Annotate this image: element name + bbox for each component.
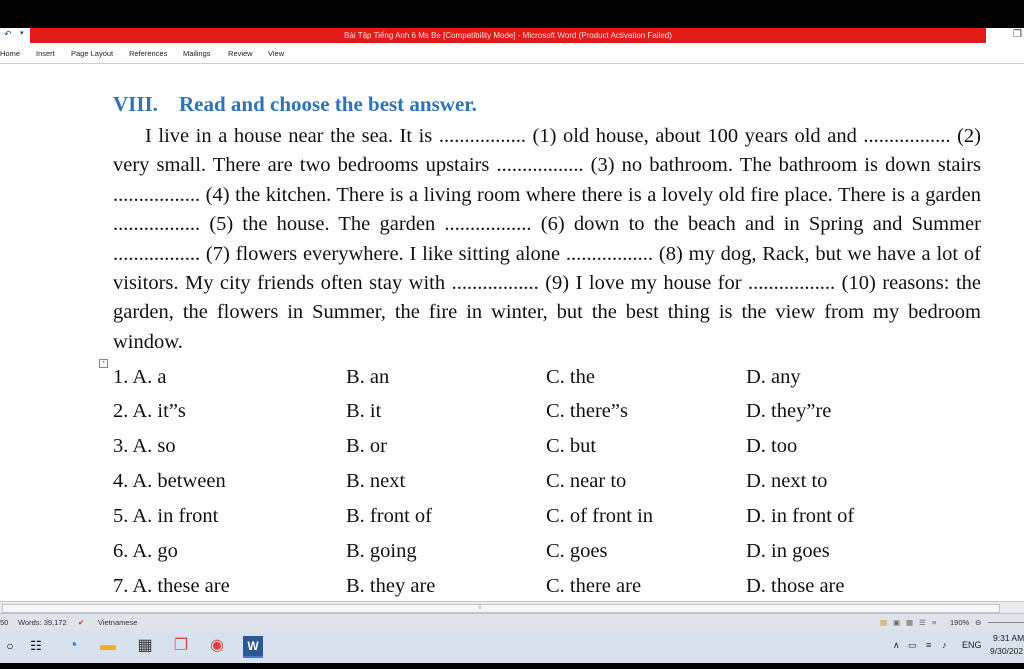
zoom-level[interactable]: 190% bbox=[950, 618, 970, 627]
option-d: D. any bbox=[746, 366, 801, 388]
zoom-out-icon[interactable]: ⊖ bbox=[975, 618, 982, 627]
option-c: C. of front in bbox=[546, 505, 654, 527]
window-title: Bài Tập Tiếng Anh 6 Ms Be [Compatibility Mode] - Microsoft Word (Product Activation Failed) bbox=[30, 28, 986, 43]
search-icon[interactable]: ○ bbox=[6, 639, 14, 653]
question-row bbox=[113, 366, 981, 396]
heading-text: Read and choose the best answer. bbox=[179, 92, 477, 116]
tab-home[interactable]: Home bbox=[0, 49, 21, 58]
word-count[interactable]: Words: 39,172 bbox=[18, 618, 67, 627]
option-d: D. they”re bbox=[746, 400, 832, 422]
option-b: B. they are bbox=[346, 575, 436, 597]
tab-review[interactable]: Review bbox=[228, 49, 253, 58]
option-c: C. there are bbox=[546, 575, 642, 597]
question-row bbox=[113, 575, 981, 602]
scrollbar-thumb[interactable] bbox=[2, 604, 1000, 613]
option-a: 4. A. between bbox=[113, 470, 226, 492]
edge-icon[interactable]: ◔ bbox=[68, 637, 78, 654]
restore-icon[interactable]: ❐ bbox=[1013, 29, 1022, 40]
language-indicator[interactable]: Vietnamese bbox=[98, 618, 138, 627]
table-move-handle-icon[interactable]: + bbox=[99, 359, 108, 368]
option-b: B. it bbox=[346, 400, 382, 422]
option-d: D. next to bbox=[746, 470, 828, 492]
web-layout-icon[interactable]: ▦ bbox=[906, 618, 914, 627]
option-c: C. but bbox=[546, 435, 597, 457]
heading-number: VIII. bbox=[113, 92, 158, 116]
reading-passage bbox=[113, 122, 981, 357]
option-b: B. an bbox=[346, 366, 390, 388]
status-bar bbox=[0, 613, 1024, 631]
chrome-icon[interactable]: ◉ bbox=[210, 637, 224, 654]
file-explorer-icon[interactable]: ▬ bbox=[100, 637, 116, 654]
store-icon[interactable]: ▦ bbox=[137, 637, 153, 654]
option-c: C. near to bbox=[546, 470, 627, 492]
option-d: D. in goes bbox=[746, 540, 830, 562]
draft-icon[interactable]: ≡ bbox=[932, 618, 937, 627]
proofing-icon[interactable]: ✔ bbox=[78, 618, 85, 627]
option-a: 7. A. these are bbox=[113, 575, 230, 597]
document-page[interactable] bbox=[0, 64, 1024, 602]
question-row bbox=[113, 435, 981, 465]
option-b: B. next bbox=[346, 470, 406, 492]
option-b: B. front of bbox=[346, 505, 432, 527]
question-row bbox=[113, 470, 981, 500]
volume-icon[interactable]: ♪ bbox=[942, 640, 947, 650]
passage-text: I live in a house near the sea. It is ................. (1) old house, about 100 years old and ................. (2) very small. There are two bedrooms upstairs ................. (3) no bathroom. The bathroom is down stairs ................. (4) the kitchen. There is a living room where there is a lovely old fire place. There is a garden ................. (5) the house. The garden ................. (6) down to the beach and in Spring and Summer ................. (7) flowers everywhere. I like sitting alone ................. (8) my dog, Rack, but we have a lot of visitors. My city friends often stay with ................. (9) I love my house for ................. (10) reasons: the garden, the flowers in Summer, the fire in winter, but the best thing is the view from my bedroom window. bbox=[113, 125, 981, 353]
outline-icon[interactable]: ☰ bbox=[919, 618, 926, 627]
screen-edge bbox=[0, 663, 1024, 669]
option-a: 3. A. so bbox=[113, 435, 176, 457]
question-row bbox=[113, 400, 981, 430]
task-view-icon[interactable]: ☷ bbox=[30, 638, 42, 653]
tab-references[interactable]: References bbox=[129, 49, 168, 58]
option-a: 1. A. a bbox=[113, 366, 167, 388]
zoom-slider[interactable] bbox=[988, 622, 1024, 623]
scroll-grip-icon: ≡ bbox=[478, 605, 482, 611]
tab-view[interactable]: View bbox=[268, 49, 285, 58]
option-d: D. those are bbox=[746, 575, 845, 597]
section-heading bbox=[113, 92, 477, 117]
tab-page-layout[interactable]: Page Layout bbox=[71, 49, 114, 58]
option-a: 2. A. it”s bbox=[113, 400, 186, 422]
wifi-icon[interactable]: ≡ bbox=[926, 640, 932, 650]
ribbon-tabs bbox=[0, 45, 1024, 64]
question-row bbox=[113, 505, 981, 535]
option-d: D. too bbox=[746, 435, 798, 457]
customize-qat-icon[interactable]: ▾ bbox=[20, 30, 24, 37]
option-b: B. going bbox=[346, 540, 417, 562]
battery-icon[interactable]: ▭ bbox=[908, 640, 917, 650]
input-language[interactable]: ENG bbox=[962, 640, 982, 650]
clock-time[interactable]: 9:31 AM bbox=[993, 633, 1024, 643]
option-a: 6. A. go bbox=[113, 540, 178, 562]
undo-icon[interactable]: ↶ bbox=[4, 29, 12, 39]
app-icon[interactable]: ❐ bbox=[173, 637, 189, 654]
option-b: B. or bbox=[346, 435, 387, 457]
tab-mailings[interactable]: Mailings bbox=[183, 49, 211, 58]
page-indicator[interactable]: 50 bbox=[0, 618, 9, 627]
option-a: 5. A. in front bbox=[113, 505, 219, 527]
question-row bbox=[113, 540, 981, 570]
option-d: D. in front of bbox=[746, 505, 855, 527]
clock-date[interactable]: 9/30/202 bbox=[990, 646, 1024, 656]
print-layout-icon[interactable]: ▤ bbox=[880, 618, 888, 627]
option-c: C. goes bbox=[546, 540, 608, 562]
option-c: C. there”s bbox=[546, 400, 628, 422]
tray-chevron-icon[interactable]: ∧ bbox=[893, 640, 900, 650]
option-c: C. the bbox=[546, 366, 595, 388]
tab-insert[interactable]: Insert bbox=[36, 49, 55, 58]
full-screen-icon[interactable]: ▣ bbox=[893, 618, 901, 627]
word-icon[interactable]: W bbox=[243, 636, 263, 658]
